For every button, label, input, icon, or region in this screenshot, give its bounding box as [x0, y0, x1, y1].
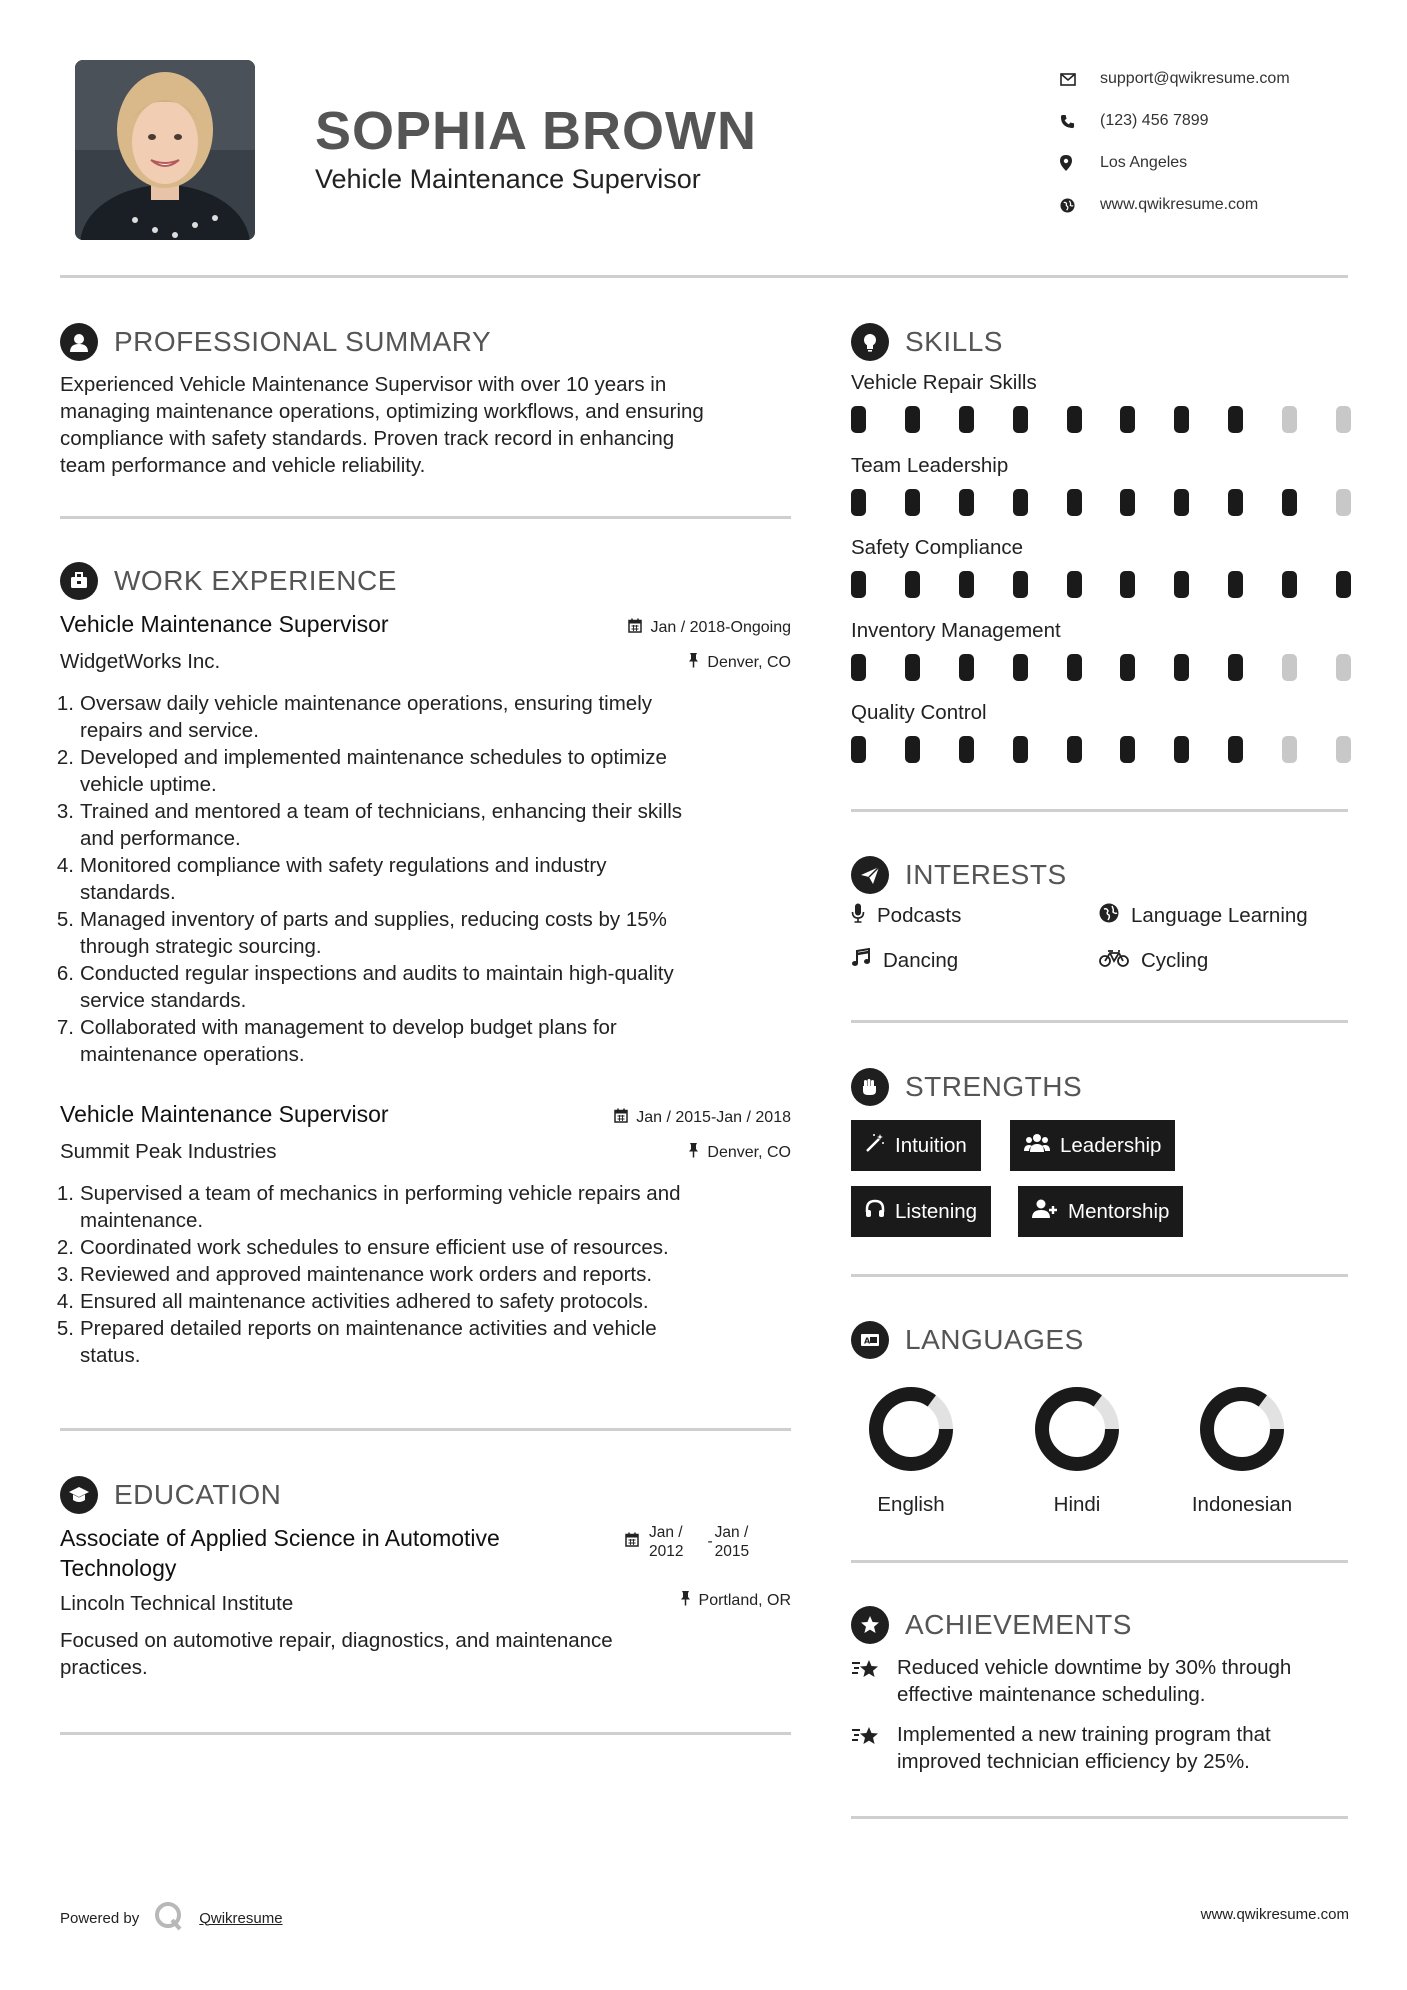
rating-dot-filled — [1228, 736, 1243, 763]
list-item — [52, 879, 812, 906]
item-number: 2. — [56, 1236, 74, 1259]
experience-heading — [60, 562, 397, 600]
list-item — [52, 933, 812, 960]
list-item — [52, 717, 812, 744]
skill-rating — [851, 736, 1351, 763]
item-number — [52, 933, 74, 960]
rating-dot-empty — [1336, 489, 1351, 516]
rating-dot-empty — [1282, 406, 1297, 433]
footer-powered-by — [60, 1900, 283, 1936]
item-text: maintenance. — [80, 1209, 204, 1232]
rating-dot-empty — [1336, 736, 1351, 763]
language-name: English — [877, 1493, 945, 1516]
rating-dot-filled — [1013, 489, 1028, 516]
item-text: Coordinated work schedules to ensure efficient use of resources. — [80, 1236, 669, 1259]
rating-dot-empty — [1336, 406, 1351, 433]
job-location — [688, 652, 791, 673]
achievements-divider — [851, 1816, 1348, 1819]
briefcase-icon — [60, 562, 98, 600]
language-level-donut — [866, 1384, 956, 1474]
item-text: Managed inventory of parts and supplies, reducing costs by 15% — [80, 908, 667, 931]
skill-name: Inventory Management — [851, 618, 1061, 642]
calendar-icon — [614, 1108, 628, 1128]
rating-dot-filled — [1067, 736, 1082, 763]
job-dates — [628, 618, 791, 638]
item-number: 1. — [56, 692, 74, 715]
job-location-text: Denver, CO — [707, 1143, 791, 1161]
list-item — [52, 1180, 812, 1207]
strength-chip-mentorship — [1018, 1186, 1183, 1237]
user-plus-icon — [1032, 1199, 1058, 1225]
education-description-line: practices. — [60, 1656, 148, 1679]
interest-dancing — [851, 948, 958, 974]
envelope-icon — [1060, 73, 1100, 86]
achievements-title: ACHIEVEMENTS — [905, 1609, 1132, 1640]
language-name: Indonesian — [1191, 1493, 1293, 1516]
strength-label: Intuition — [895, 1133, 967, 1157]
job-dates-text: Jan / 2018-Ongoing — [650, 619, 791, 636]
job-dates — [614, 1108, 791, 1128]
rating-dot-filled — [959, 654, 974, 681]
list-item — [52, 1288, 812, 1315]
education-dates — [625, 1523, 795, 1561]
rating-dot-filled — [1174, 654, 1189, 681]
achievement-text — [897, 1721, 1271, 1775]
rating-dot-filled — [905, 489, 920, 516]
rating-dot-filled — [1067, 406, 1082, 433]
language-name: Hindi — [1053, 1493, 1101, 1516]
rating-dot-filled — [905, 406, 920, 433]
item-number — [52, 717, 74, 744]
list-item — [52, 852, 812, 879]
list-item — [52, 906, 812, 933]
strengths-title: STRENGTHS — [905, 1071, 1083, 1102]
skill-name: Quality Control — [851, 701, 987, 724]
item-text: vehicle uptime. — [80, 773, 217, 796]
skills-divider — [851, 809, 1348, 812]
candidate-title: Vehicle Maintenance Supervisor — [315, 164, 701, 194]
header-divider — [60, 275, 1348, 278]
rating-dot-empty — [1282, 654, 1297, 681]
phone-icon — [1060, 114, 1100, 129]
item-text: Developed and implemented maintenance schedules to optimize — [80, 746, 667, 769]
users-icon — [1024, 1133, 1050, 1159]
rating-dot-filled — [851, 654, 866, 681]
degree-line: Technology — [60, 1555, 177, 1581]
strength-label: Listening — [895, 1199, 978, 1223]
job-dates-text: Jan / 2015-Jan / 2018 — [636, 1109, 791, 1126]
pushpin-icon — [680, 1590, 691, 1611]
degree-line: Associate of Applied Science in Automotive — [60, 1525, 500, 1551]
item-number: 6. — [56, 962, 74, 985]
item-number — [52, 771, 74, 798]
education-location-text: Portland, OR — [698, 1591, 791, 1609]
contact-location: Los Angeles — [1100, 154, 1188, 171]
achievement-item — [851, 1654, 1351, 1708]
education-title: EDUCATION — [114, 1479, 282, 1510]
rating-dot-filled — [851, 406, 866, 433]
interests-heading — [851, 856, 1067, 894]
experience-divider — [60, 1428, 791, 1431]
list-item — [52, 825, 812, 852]
item-text: service standards. — [80, 989, 247, 1012]
summary-line: Experienced Vehicle Maintenance Supervisor with over 10 years in — [60, 373, 667, 396]
qwikresume-logo-icon — [153, 1900, 185, 1936]
achievement-line: improved technician efficiency by 25%. — [897, 1750, 1250, 1773]
summary-heading — [60, 323, 491, 361]
strengths-heading — [851, 1068, 1082, 1106]
rating-dot-filled — [959, 736, 974, 763]
interest-language-learning — [1099, 903, 1308, 929]
item-text: and performance. — [80, 827, 241, 850]
item-number — [52, 1041, 74, 1068]
rating-dot-filled — [1120, 654, 1135, 681]
item-number: 3. — [56, 1263, 74, 1286]
rating-dot-filled — [851, 736, 866, 763]
list-item — [52, 960, 812, 987]
rating-dot-filled — [905, 736, 920, 763]
strength-chip-listening — [851, 1186, 991, 1237]
rating-dot-filled — [905, 571, 920, 598]
list-item — [52, 987, 812, 1014]
job-title: Vehicle Maintenance Supervisor — [60, 611, 389, 637]
interest-label: Cycling — [1141, 949, 1209, 972]
rating-dot-filled — [851, 571, 866, 598]
list-item — [52, 1207, 812, 1234]
summary-title: PROFESSIONAL SUMMARY — [114, 326, 492, 357]
item-number: 4. — [56, 1290, 74, 1313]
candidate-name: SOPHIA BROWN — [315, 101, 757, 161]
rating-dot-filled — [1120, 736, 1135, 763]
job-location — [688, 1142, 791, 1163]
list-item — [52, 798, 812, 825]
contact-phone: (123) 456 7899 — [1100, 112, 1209, 129]
rating-dot-filled — [1228, 654, 1243, 681]
item-text: standards. — [80, 881, 176, 904]
rating-dot-filled — [959, 571, 974, 598]
item-number: 2. — [56, 746, 74, 769]
list-item — [52, 744, 812, 771]
strength-chip-leadership — [1010, 1120, 1175, 1171]
language-item — [1172, 1384, 1312, 1517]
item-text: Collaborated with management to develop budget plans for — [80, 1016, 617, 1039]
interests-title: INTERESTS — [905, 859, 1067, 890]
skill-name: Vehicle Repair Skills — [851, 371, 1037, 394]
education-description — [60, 1627, 800, 1681]
rating-dot-filled — [1067, 489, 1082, 516]
languages-heading — [851, 1321, 1084, 1359]
rating-dot-filled — [1120, 406, 1135, 433]
interests-divider — [851, 1020, 1348, 1023]
contact-phone-row — [1060, 100, 1360, 142]
rating-dot-filled — [1282, 571, 1297, 598]
fist-icon — [851, 1068, 889, 1106]
contact-block — [1060, 58, 1360, 226]
rating-dot-filled — [959, 406, 974, 433]
music-note-icon — [851, 948, 871, 974]
date-end-year: 2015 — [714, 1543, 750, 1560]
globe-icon — [1099, 903, 1119, 929]
rating-dot-filled — [1228, 406, 1243, 433]
item-number — [52, 1342, 74, 1369]
list-item — [52, 1234, 812, 1261]
shooting-star-icon — [851, 1654, 897, 1708]
strength-label: Leadership — [1060, 1133, 1162, 1157]
achievement-line: Reduced vehicle downtime by 30% through — [897, 1656, 1292, 1679]
rating-dot-filled — [1067, 654, 1082, 681]
school-name: Lincoln Technical Institute — [60, 1592, 294, 1615]
achievement-text — [897, 1654, 1291, 1708]
date-start-year: 2012 — [649, 1543, 684, 1560]
pushpin-icon — [688, 652, 699, 673]
rating-dot-empty — [1336, 654, 1351, 681]
date-end — [715, 1523, 749, 1561]
rating-dot-filled — [1013, 654, 1028, 681]
graduation-icon — [60, 1476, 98, 1514]
skill-rating — [851, 654, 1351, 681]
achievement-line: Implemented a new training program that — [897, 1723, 1271, 1746]
item-text: Conducted regular inspections and audits to maintain high-quality — [80, 962, 674, 985]
contact-email[interactable]: support@qwikresume.com — [1100, 70, 1290, 87]
language-level-donut — [1197, 1384, 1287, 1474]
skill-rating — [851, 571, 1351, 598]
item-number: 1. — [56, 1182, 74, 1205]
interest-label: Podcasts — [877, 904, 962, 927]
bicycle-icon — [1099, 948, 1129, 974]
contact-website-row — [1060, 184, 1360, 226]
item-text: Reviewed and approved maintenance work orders and reports. — [80, 1263, 653, 1286]
contact-email-row — [1060, 58, 1360, 100]
user-icon — [60, 323, 98, 361]
education-divider — [60, 1732, 791, 1735]
rating-dot-filled — [1228, 571, 1243, 598]
rating-dot-filled — [1067, 571, 1082, 598]
qwikresume-link[interactable]: Qwikresume — [199, 1909, 283, 1927]
globe-icon — [1060, 198, 1100, 213]
skill-name: Safety Compliance — [851, 536, 1024, 559]
interest-cycling — [1099, 948, 1208, 974]
summary-line: managing maintenance operations, optimizing workflows, and ensuring — [60, 400, 704, 423]
rating-dot-filled — [1013, 406, 1028, 433]
job-duties — [52, 690, 812, 1068]
item-text: Supervised a team of mechanics in performing vehicle repairs and — [80, 1182, 681, 1205]
summary-line: compliance with safety standards. Proven track record in enhancing — [60, 427, 675, 450]
item-number — [52, 879, 74, 906]
rating-dot-filled — [959, 489, 974, 516]
rating-dot-filled — [1228, 489, 1243, 516]
svg-text:A: A — [864, 1336, 871, 1346]
degree-title — [60, 1523, 620, 1583]
list-item — [52, 1014, 812, 1041]
languages-title: LANGUAGES — [905, 1324, 1084, 1355]
rating-dot-filled — [1120, 489, 1135, 516]
summary-divider — [60, 516, 791, 519]
interest-label: Language Learning — [1131, 904, 1308, 927]
item-number: 4. — [56, 854, 74, 877]
job-company: WidgetWorks Inc. — [60, 650, 221, 673]
headphones-icon — [865, 1199, 885, 1225]
powered-by-label: Powered by — [60, 1909, 140, 1927]
skill-rating — [851, 406, 1351, 433]
item-text: Trained and mentored a team of technicians, enhancing their skills — [80, 800, 683, 823]
interest-podcasts — [851, 903, 961, 929]
rating-dot-filled — [1174, 489, 1189, 516]
education-description-line: Focused on automotive repair, diagnostics, and maintenance — [60, 1629, 613, 1652]
strengths-divider — [851, 1274, 1348, 1277]
rating-dot-filled — [1013, 571, 1028, 598]
language-icon — [851, 1321, 889, 1359]
rating-dot-filled — [1174, 571, 1189, 598]
star-badge-icon — [851, 1606, 889, 1644]
item-text: Ensured all maintenance activities adhered to safety protocols. — [80, 1290, 649, 1313]
strength-label: Mentorship — [1068, 1199, 1170, 1223]
lightbulb-icon — [851, 323, 889, 361]
item-number: 3. — [56, 800, 74, 823]
item-text: repairs and service. — [80, 719, 259, 742]
job-company: Summit Peak Industries — [60, 1140, 277, 1163]
calendar-icon — [628, 618, 642, 638]
rating-dot-filled — [1013, 736, 1028, 763]
profile-photo — [75, 60, 255, 240]
item-number — [52, 987, 74, 1014]
achievement-line: effective maintenance scheduling. — [897, 1683, 1206, 1706]
magic-wand-icon — [865, 1133, 885, 1159]
education-heading — [60, 1476, 281, 1514]
contact-location-row — [1060, 142, 1360, 184]
education-location — [680, 1590, 791, 1611]
list-item — [52, 1315, 812, 1342]
job-duties — [52, 1180, 812, 1369]
pushpin-icon — [688, 1142, 699, 1163]
skills-heading — [851, 323, 1003, 361]
rating-dot-empty — [1282, 736, 1297, 763]
item-number — [52, 1207, 74, 1234]
footer-website[interactable]: www.qwikresume.com — [1200, 1906, 1349, 1923]
achievements-heading — [851, 1606, 1132, 1644]
skills-title: SKILLS — [905, 326, 1003, 357]
rating-dot-filled — [1174, 406, 1189, 433]
list-item — [52, 690, 812, 717]
microphone-icon — [851, 903, 865, 929]
item-number — [52, 825, 74, 852]
rating-dot-filled — [1120, 571, 1135, 598]
item-text: Monitored compliance with safety regulations and industry — [80, 854, 607, 877]
rating-dot-filled — [1336, 571, 1351, 598]
strength-chip-intuition — [851, 1120, 981, 1171]
summary-line: team performance and vehicle reliability. — [60, 454, 426, 477]
item-text: status. — [80, 1344, 141, 1367]
contact-website[interactable]: www.qwikresume.com — [1100, 196, 1259, 213]
rating-dot-filled — [851, 489, 866, 516]
item-text: Oversaw daily vehicle maintenance operations, ensuring timely — [80, 692, 653, 715]
language-item — [841, 1384, 981, 1517]
list-item — [52, 771, 812, 798]
item-text: through strategic sourcing. — [80, 935, 322, 958]
summary-text — [60, 371, 800, 479]
achievement-item — [851, 1721, 1351, 1775]
shooting-star-icon — [851, 1721, 897, 1775]
language-level-donut — [1032, 1384, 1122, 1474]
job-location-text: Denver, CO — [707, 653, 791, 671]
languages-divider — [851, 1560, 1348, 1563]
rating-dot-filled — [905, 654, 920, 681]
job-title: Vehicle Maintenance Supervisor — [60, 1101, 389, 1127]
skill-name: Team Leadership — [851, 453, 1009, 477]
date-start-month: Jan / — [649, 1524, 683, 1541]
list-item — [52, 1261, 812, 1288]
rating-dot-filled — [1282, 489, 1297, 516]
item-number: 5. — [56, 908, 74, 931]
list-item — [52, 1342, 812, 1369]
rating-dot-filled — [1174, 736, 1189, 763]
item-number: 5. — [56, 1317, 74, 1340]
skill-rating — [851, 489, 1351, 516]
item-number: 7. — [56, 1016, 74, 1039]
item-text: maintenance operations. — [80, 1043, 305, 1066]
interest-label: Dancing — [883, 949, 959, 972]
date-start — [649, 1523, 683, 1561]
map-pin-icon — [1060, 155, 1100, 171]
item-text: Prepared detailed reports on maintenance activities and vehicle — [80, 1317, 657, 1340]
experience-title: WORK EXPERIENCE — [114, 565, 397, 596]
paper-plane-icon — [851, 856, 889, 894]
calendar-icon — [625, 1523, 639, 1552]
language-item — [1007, 1384, 1147, 1517]
date-end-month: Jan / — [714, 1524, 749, 1541]
list-item — [52, 1041, 812, 1068]
date-separator: - — [707, 1533, 713, 1550]
